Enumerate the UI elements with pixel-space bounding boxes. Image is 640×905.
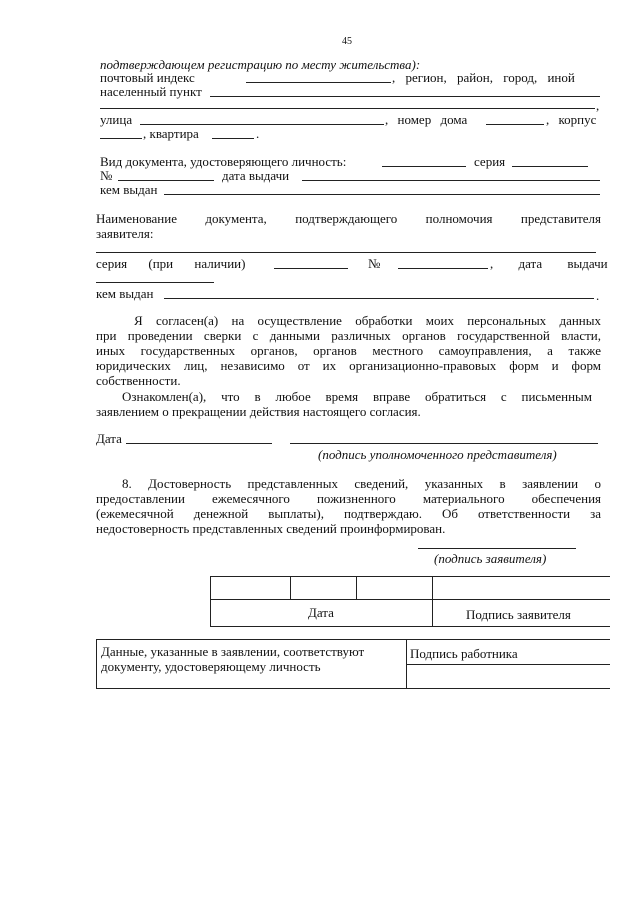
- authority-series-field[interactable]: [274, 268, 348, 269]
- rep-signature-field[interactable]: [290, 443, 598, 444]
- section8-line: 8. Достоверность представленных сведений, указанных в заявлении о: [122, 476, 601, 491]
- authority-number-field[interactable]: [398, 268, 488, 269]
- street-label: улица: [100, 112, 133, 127]
- date-month-cell[interactable]: [291, 577, 355, 599]
- settlement-field-continued[interactable]: [100, 108, 595, 109]
- issue-date-field[interactable]: [302, 180, 600, 181]
- settlement-label: населенный пункт: [100, 84, 202, 99]
- consent-line: юридических лиц, независимо от их организационно-правовых форм и форм: [96, 358, 601, 373]
- authority-number-label: №: [368, 256, 381, 271]
- employee-signature-cell[interactable]: [407, 665, 609, 687]
- identity-doc-type-field[interactable]: [382, 166, 466, 167]
- building-field[interactable]: [100, 138, 142, 139]
- house-label: , номер дома: [385, 112, 468, 127]
- table-date-label: Дата: [308, 605, 334, 620]
- authority-doc-name-field[interactable]: [96, 252, 596, 253]
- date-day-cell[interactable]: [211, 577, 289, 599]
- building-label: , корпус: [546, 112, 597, 127]
- rep-date-label: Дата: [96, 431, 122, 446]
- apartment-field[interactable]: [212, 138, 254, 139]
- employee-statement-line: документу, удостоверяющему личность: [101, 659, 321, 674]
- consent-line: при проведении сверки с данными различных органов государственной власти,: [96, 328, 601, 343]
- date-year-cell[interactable]: [357, 577, 431, 599]
- postal-index-label: почтовый индекс: [100, 70, 195, 85]
- section8-line: недостоверность представленных сведений проинформирован.: [96, 521, 446, 536]
- authority-issue-date-field[interactable]: [96, 282, 214, 283]
- house-field[interactable]: [486, 124, 544, 125]
- table-signature-label: Подпись заявителя: [466, 607, 571, 622]
- acknowledge-line: Ознакомлен(а), что в любое время вправе обратиться с письменным: [122, 389, 592, 404]
- issued-by-label: кем выдан: [100, 182, 158, 197]
- applicant-signature-field[interactable]: [418, 548, 576, 549]
- number-label: №: [100, 168, 113, 183]
- settlement-field[interactable]: [210, 96, 600, 97]
- authority-doc-line1: Наименование документа, подтверждающего полномочия представителя: [96, 211, 601, 226]
- authority-issued-by-field[interactable]: [164, 298, 594, 299]
- issued-by-field[interactable]: [164, 194, 600, 195]
- rep-signature-caption: (подпись уполномоченного представителя): [318, 447, 557, 462]
- postal-index-field[interactable]: [246, 82, 391, 83]
- authority-issued-by-label: кем выдан: [96, 286, 154, 301]
- region-list-label: , регион, район, город, иной: [392, 70, 575, 85]
- issue-date-label: дата выдачи: [222, 168, 290, 183]
- section8-line: предоставлении ежемесячного пожизненного материального обеспечения: [96, 491, 601, 506]
- authority-series-label: серия (при наличии): [96, 256, 246, 271]
- consent-line: собственности.: [96, 373, 181, 388]
- authority-doc-line2: заявителя:: [96, 226, 154, 241]
- rep-date-field[interactable]: [126, 443, 272, 444]
- series-field[interactable]: [512, 166, 588, 167]
- employee-signature-label: Подпись работника: [410, 646, 518, 661]
- consent-line: иных государственных органов, органов местного самоуправления, а также: [96, 343, 601, 358]
- apartment-label: , квартира: [143, 126, 199, 141]
- residence-intro: подтверждающем регистрацию по месту жительства):: [100, 57, 421, 72]
- number-field[interactable]: [118, 180, 214, 181]
- applicant-signature-cell[interactable]: [433, 577, 609, 599]
- street-field[interactable]: [140, 124, 384, 125]
- employee-statement-line: Данные, указанные в заявлении, соответствуют: [101, 644, 365, 659]
- identity-doc-label: Вид документа, удостоверяющего личность:: [100, 154, 347, 169]
- section8-line: (ежемесячной денежной выплаты), подтверждаю. Об ответственности за: [96, 506, 601, 521]
- authority-end-dot: .: [596, 288, 600, 303]
- consent-line: Я согласен(а) на осуществление обработки моих персональных данных: [134, 313, 601, 328]
- comma: ,: [596, 98, 600, 113]
- applicant-signature-caption: (подпись заявителя): [434, 551, 547, 566]
- authority-issue-date-label: , дата выдачи: [490, 256, 608, 271]
- page-number: 45: [342, 36, 352, 47]
- series-label: серия: [474, 154, 506, 169]
- end-dot: .: [256, 126, 260, 141]
- acknowledge-line: заявлением о прекращении действия настоящего согласия.: [96, 404, 421, 419]
